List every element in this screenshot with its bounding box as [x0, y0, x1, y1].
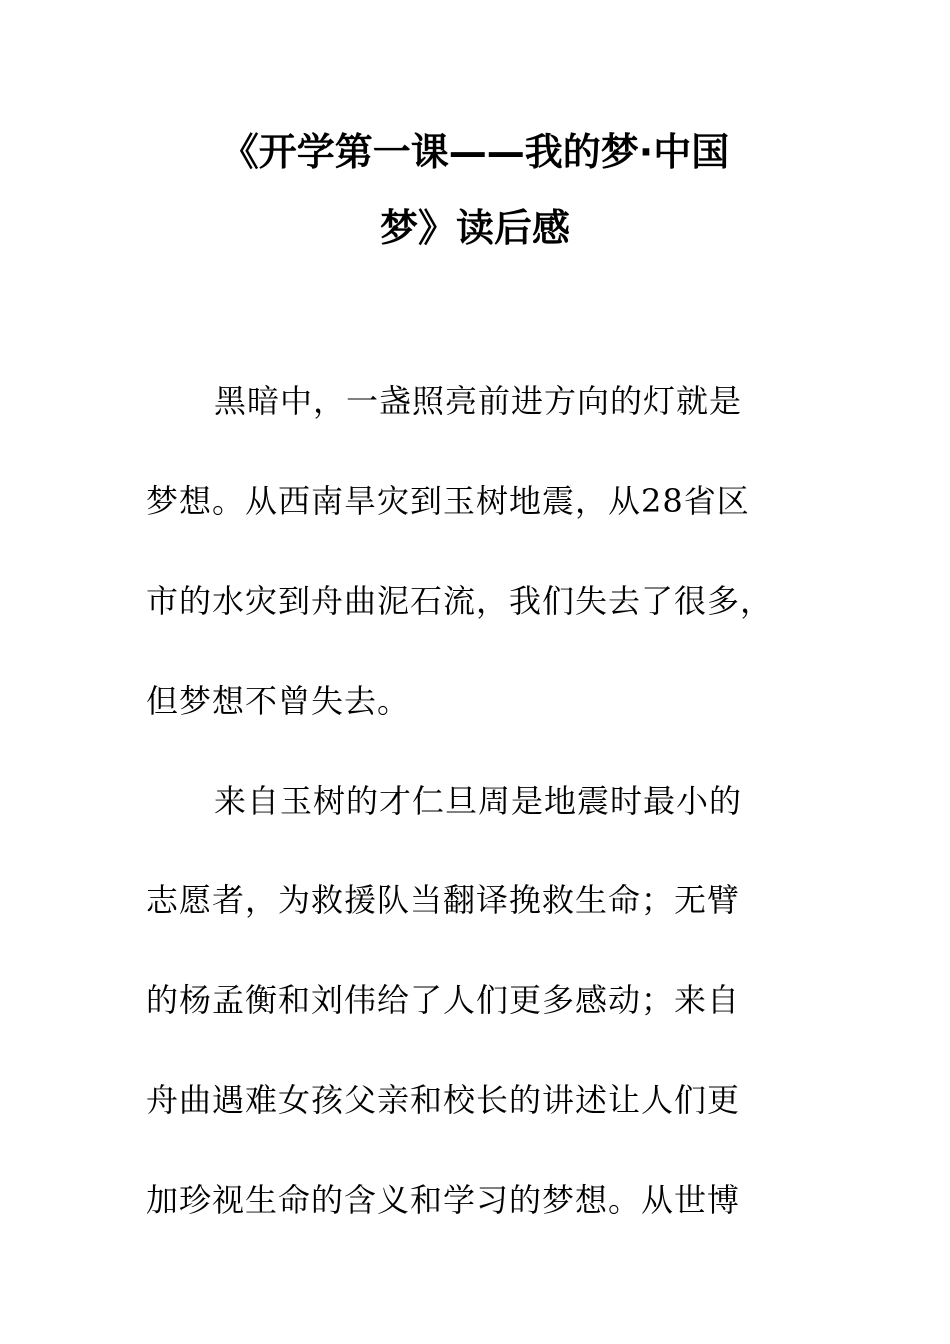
paragraph-2-line-5: 加珍视生命的含义和学习的梦想。从世博: [146, 1181, 741, 1219]
paragraph-1-line-4: 但梦想不曾失去。: [146, 682, 411, 720]
paragraph-1-line-1: 黑暗中，一盏照亮前进方向的灯就是: [214, 382, 743, 420]
paragraph-2-line-4: 舟曲遇难女孩父亲和校长的讲述让人们更: [146, 1081, 741, 1119]
paragraph-2-line-3: 的杨孟衡和刘伟给了人们更多感动；来自: [146, 981, 741, 1019]
document-title-line-2: 梦》读后感: [379, 206, 570, 250]
paragraph-2-line-2: 志愿者，为救援队当翻译挽救生命；无臂: [146, 881, 741, 919]
paragraph-2-line-1: 来自玉树的才仁旦周是地震时最小的: [214, 782, 743, 820]
paragraph-1-line-2: 梦想。从西南旱灾到玉树地震，从28省区: [146, 482, 750, 520]
document-title-line-1: 《开学第一课——我的梦·中国: [220, 130, 730, 174]
paragraph-1-line-3: 市的水灾到舟曲泥石流，我们失去了很多，: [146, 582, 774, 620]
